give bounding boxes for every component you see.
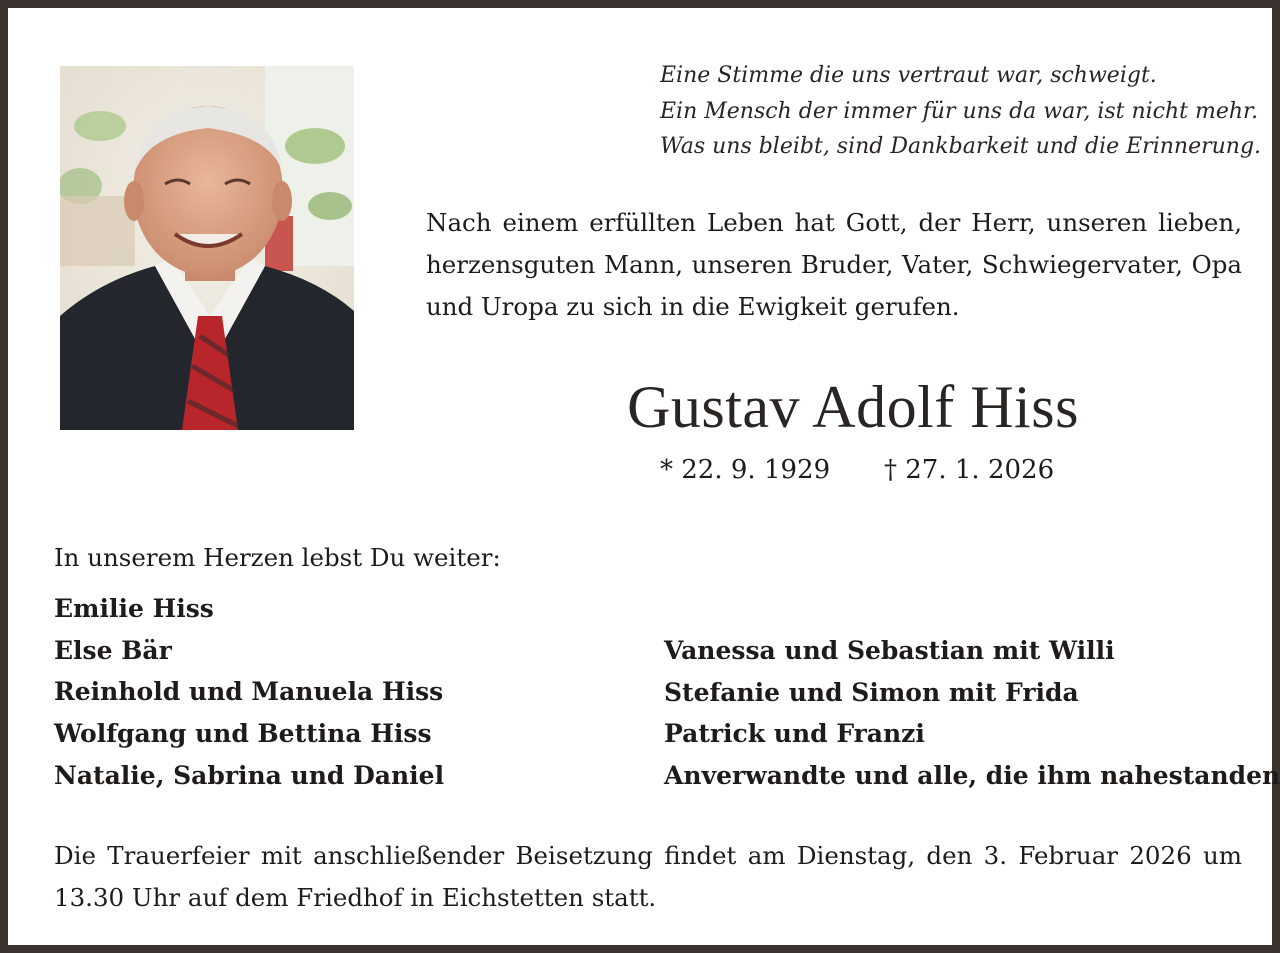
mourner-name: Else Bär [54, 635, 172, 665]
portrait-photo [60, 66, 354, 430]
mourner-name: Emilie Hiss [54, 594, 214, 623]
quote-line: Was uns bleibt, sind Dankbarkeit und die Erinnerung. [660, 134, 1262, 159]
mourner-name: Patrick und Franzi [664, 719, 925, 749]
quote-line: Ein Mensch der immer für uns da war, ist nicht mehr. [660, 98, 1259, 124]
memorial-quote [660, 58, 1260, 165]
mourners-list-left [54, 588, 444, 797]
birth-date: * 22. 9. 1929 [660, 455, 831, 485]
mourner-name: Vanessa und Sebastian mit Willi [664, 636, 1115, 665]
mourner-name: Natalie, Sabrina und Daniel [54, 760, 445, 790]
mourners-list-right [664, 630, 1280, 797]
mourner-name: Stefanie und Simon mit Frida [664, 677, 1079, 707]
mourner-name: Reinhold und Manuela Hiss [54, 677, 444, 707]
death-date: † 27. 1. 2026 [884, 455, 1055, 485]
mourner-name: Wolfgang und Bettina Hiss [54, 719, 432, 749]
announcement-text: Nach einem erfüllten Leben hat Gott, der Herr, unseren lieben, herzensguten Mann, unseren Bruder, Vater, Schwiegervater, Opa und Uropa zu sich in die Ewigkeit gerufen. [426, 208, 1242, 321]
mourner-name: Anverwandte und alle, die ihm nahestanden [664, 761, 1280, 791]
deceased-name: Gustav Adolf Hiss [627, 374, 1079, 440]
quote-line: Eine Stimme die uns vertraut war, schweigt. [660, 63, 1157, 88]
funeral-notice: Die Trauerfeier mit anschließender Beisetzung findet am Dienstag, den 3. Februar 2026 um 13.30 Uhr auf dem Friedhof in Eichstetten statt. [54, 841, 1242, 912]
mourners-intro: In unserem Herzen lebst Du weiter: [54, 543, 501, 572]
